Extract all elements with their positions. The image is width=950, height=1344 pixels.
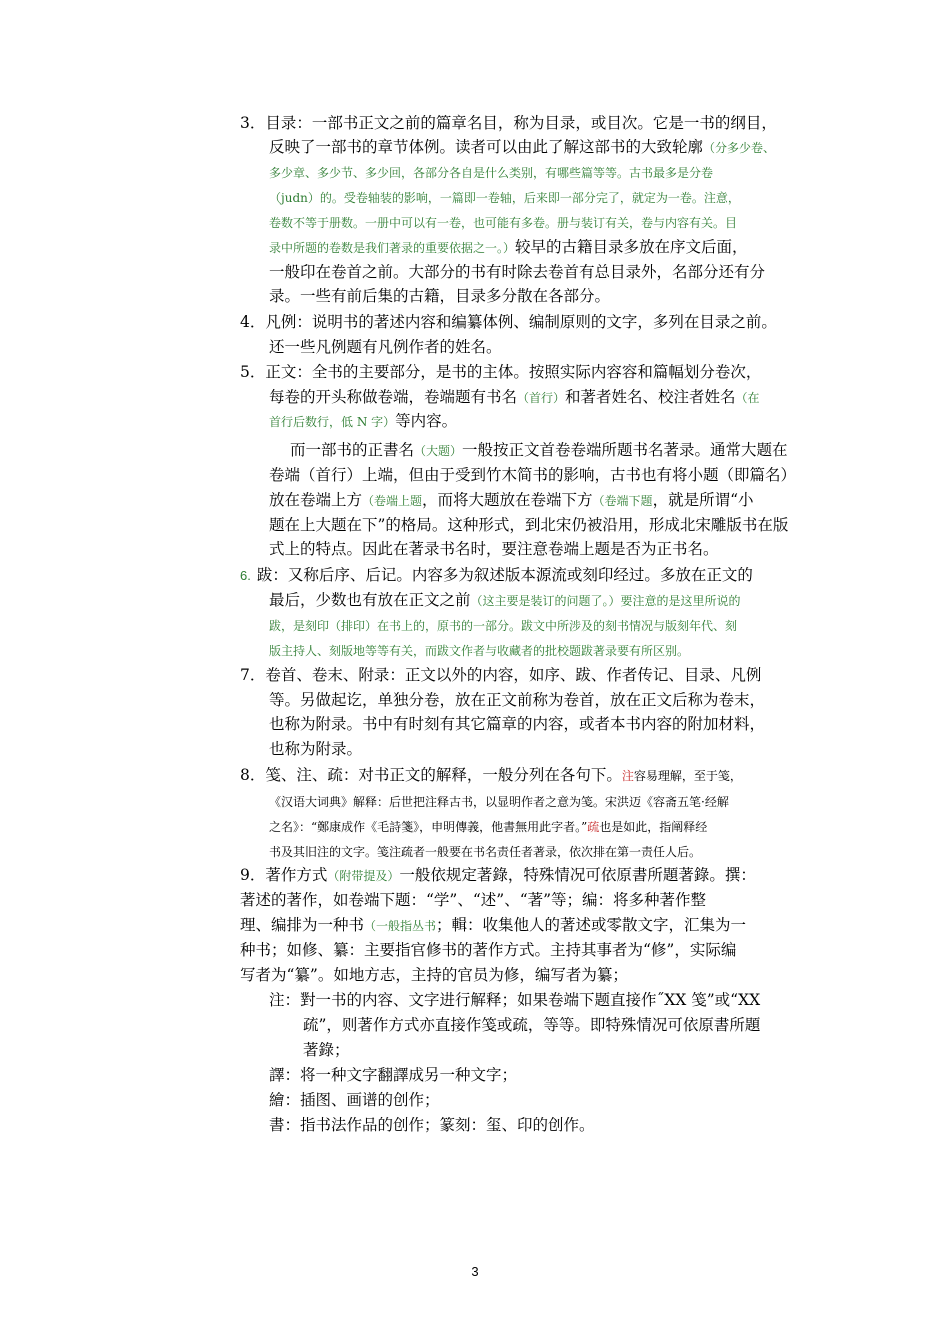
section-5-line-1: 5．正文：全书的主要部分，是书的主体。按照实际内容容和篇幅划分卷次， xyxy=(240,363,762,381)
page-number: 3 xyxy=(471,1264,479,1279)
hui-entry: 繪：插图、画谱的创作； xyxy=(269,1091,440,1109)
section-6-note-line-4: 版主持人、刻版地等等有关，而跋文作者与收藏者的批校题跋著录要有所区别。 xyxy=(269,644,690,658)
section-8-note-line-3: 之名》：“鄭康成作《毛詩箋》，申明傳義，他書無用此字者。”疏也是如此，指阐释经 xyxy=(269,820,708,834)
title-para-line-5: 式上的特点。因此在著录书名时，要注意卷端上题是否为正书名。 xyxy=(269,540,719,558)
section-3-line-7: 一般印在卷首之前。大部分的书有时除去卷首有总目录外，名部分还有分 xyxy=(269,263,766,281)
section-9-line-4: 种书；如修、纂：主要指官修书的著作方式。主持其事者为“修”，实际编 xyxy=(240,941,737,959)
section-6-line-1: 6. 跋：又称后序、后记。内容多为叙述版本源流或刻印经过。多放在正文的 xyxy=(240,566,753,584)
section-5-line-3: 首行后数行，低 N 字）等内容。 xyxy=(269,412,458,430)
section-3-note-line-4: （judn）的。受卷轴装的影响，一篇即一卷轴，后来即一部分完了，就定为一卷。注意， xyxy=(269,191,740,205)
section-3-note-line-3: 多少章、多少节、多少回，各部分各自是什么类别，有哪些篇等等。古书最多是分卷 xyxy=(269,166,714,180)
section-3-line-1: 3．目录：一部书正文之前的篇章名目，称为目录，或目次。它是一书的纲目， xyxy=(240,114,777,132)
section-6-note-line-3: 跋，是刻印（排印）在书上的，原书的一部分。跋文中所涉及的刻书情况与版刻年代、刻 xyxy=(269,619,738,633)
zhu-entry-line-2: 疏”，则著作方式亦直接作笺或疏，等等。即特殊情况可依原書所題 xyxy=(303,1016,761,1034)
title-para-line-1: 而一部书的正書名（大题）一般按正文首卷卷端所题书名著录。通常大题在 xyxy=(290,441,788,459)
section-7-line-1: 7．卷首、卷末、附录：正文以外的内容，如序、跋、作者传记、目录、凡例 xyxy=(240,666,762,684)
title-para-line-3: 放在卷端上方（卷端上题，而将大题放在卷端下方（卷端下题，就是所谓“小 xyxy=(269,491,754,509)
yi-entry: 譯：将一种文字翻譯成另一种文字； xyxy=(269,1066,518,1084)
section-8-line-1: 8．笺、注、疏：对书正文的解释，一般分列在各句下。注容易理解，至于笺， xyxy=(240,766,742,784)
shu-entry: 書：指书法作品的创作；篆刻：玺、印的创作。 xyxy=(269,1116,595,1134)
section-9-line-2: 著述的著作，如卷端下题：“学”、“述”、“著”等；编：将多种著作整 xyxy=(240,891,707,909)
title-para-line-4: 题在上大题在下”的格局。这种形式，到北宋仍被沿用，形成北宋雕版书在版 xyxy=(269,516,789,534)
section-8-note-line-4: 书及其旧注的文字。笺注疏者一般要在书名责任者著录，依次排在第一责任人后。 xyxy=(269,845,702,859)
section-3-note-line-5: 卷数不等于册数。一册中可以有一卷，也可能有多卷。册与装订有关，卷与内容有关。目 xyxy=(269,216,738,230)
section-5-line-2: 每卷的开头称做卷端，卷端题有书名（首行）和著者姓名、校注者姓名（在 xyxy=(269,388,760,406)
section-7-line-4: 也称为附录。 xyxy=(269,740,363,758)
section-7-line-3: 也称为附录。书中有时刻有其它篇章的内容，或者本书内容的附加材料， xyxy=(269,715,766,733)
section-9-line-5: 写者为“纂”。如地方志，主持的官员为修，编写者为纂； xyxy=(240,966,628,984)
zhu-entry-line-3: 著錄； xyxy=(303,1041,350,1059)
zhu-entry-line-1: 注：對一书的内容、文字进行解释；如果卷端下题直接作˝XX 笺”或“XX xyxy=(269,991,761,1009)
title-para-line-2: 卷端（首行）上端，但由于受到竹木简书的影响，古书也有将小题（即篇名） xyxy=(269,466,797,484)
section-7-line-2: 等。另做起讫，单独分卷，放在正文前称为卷首，放在正文后称为卷末， xyxy=(269,691,766,709)
section-9-line-3: 理、编排为一种书（一般指丛书；輯：收集他人的著述或零散文字，汇集为一 xyxy=(240,916,747,934)
section-3-line-8: 录。一些有前后集的古籍，目录多分散在各部分。 xyxy=(269,287,611,305)
section-6-line-2: 最后，少数也有放在正文之前（这主要是装订的问题了。）要注意的是这里所说的 xyxy=(269,591,741,609)
section-3-line-2: 反映了一部书的章节体例。读者可以由此了解这部书的大致轮廓（分多少卷、 xyxy=(269,138,776,156)
section-3-line-6: 录中所题的卷数是我们著录的重要依据之一。）较早的古籍目录多放在序文后面， xyxy=(269,238,748,256)
section-9-line-1: 9．著作方式（附带提及）一般依规定著錄，特殊情况可依原書所題著錄。撰： xyxy=(240,866,756,884)
section-4-line-2: 还一些凡例题有凡例作者的姓名。 xyxy=(269,338,502,356)
section-8-note-line-2: 《汉语大词典》解释：后世把注释古书，以显明作者之意为笺。宋洪迈《容斋五笔·经解 xyxy=(269,795,729,809)
section-4-line-1: 4．凡例：说明书的著述内容和编纂体例、编制原则的文字，多列在目录之前。 xyxy=(240,313,777,331)
